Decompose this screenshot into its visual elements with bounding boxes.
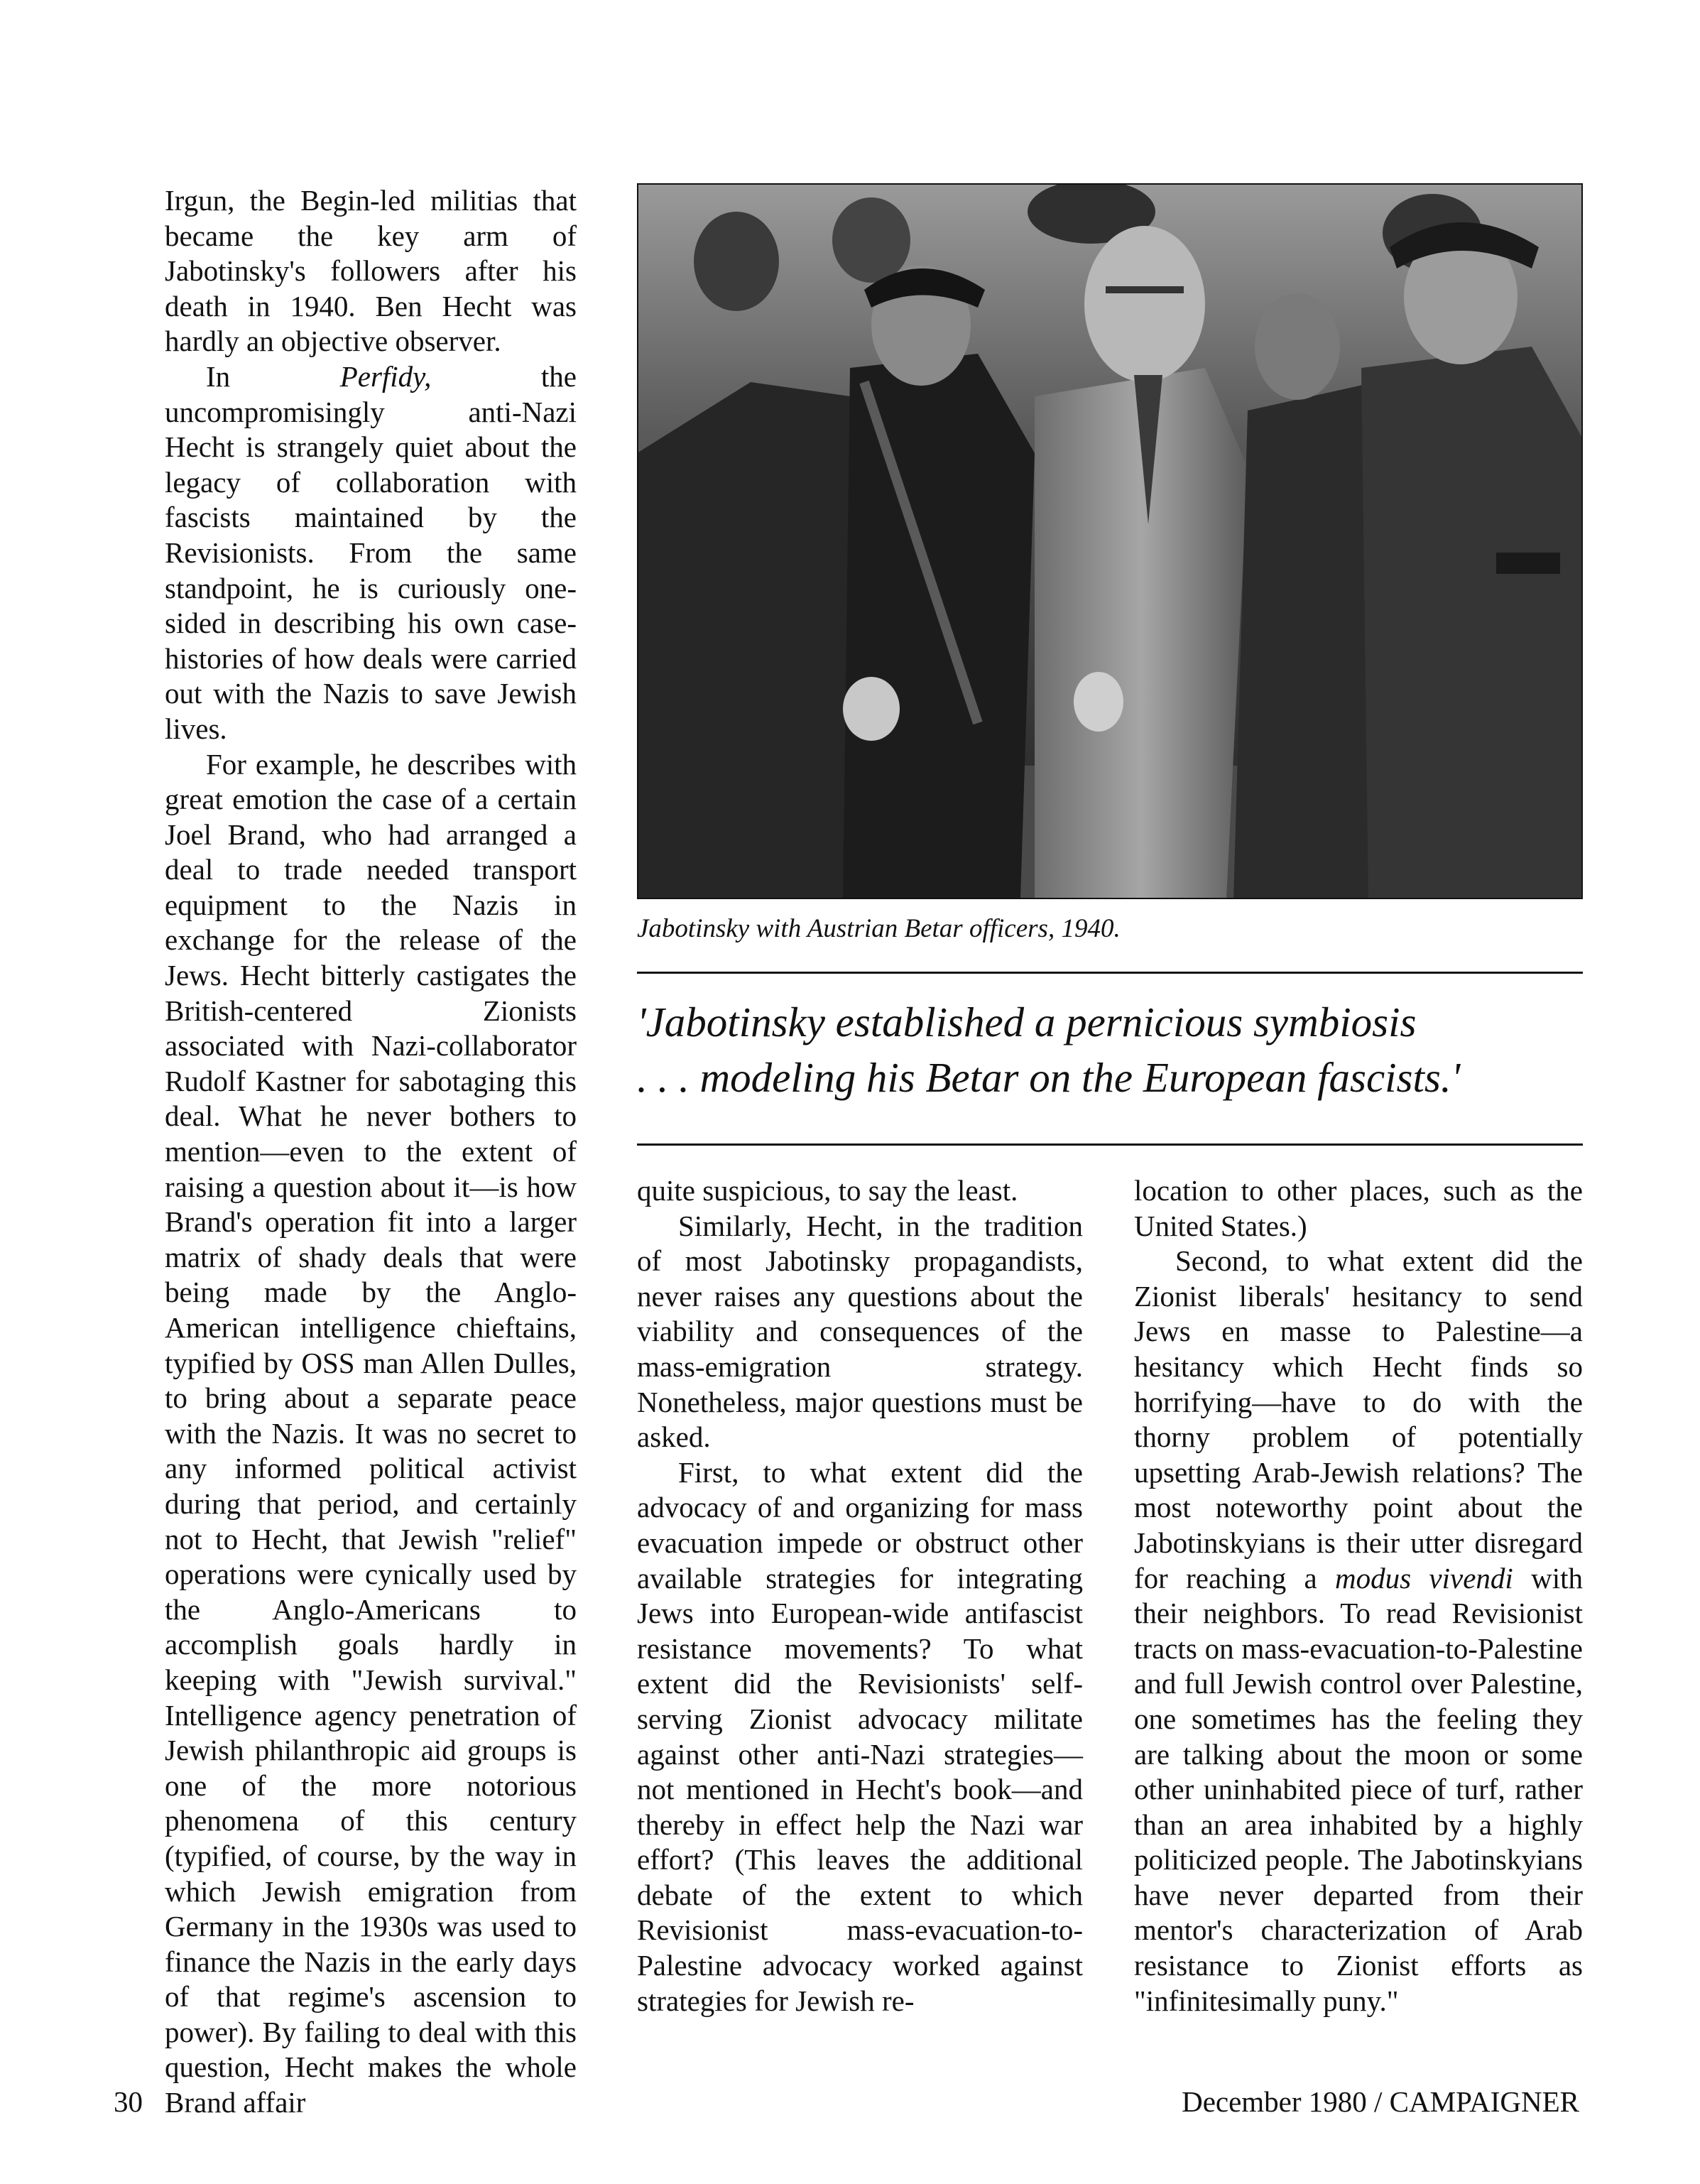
- right-text-column: [1134, 1173, 1583, 2019]
- book-title: Perfidy,: [339, 359, 432, 393]
- photograph-image: [637, 183, 1583, 899]
- paragraph: quite suspicious, to say the least.: [637, 1174, 1018, 1207]
- pull-quote: [637, 994, 1583, 1105]
- latin-term: modus vivendi: [1335, 1561, 1513, 1594]
- pull-quote-top-rule: [637, 972, 1583, 974]
- left-text-column: [165, 183, 577, 2121]
- middle-text-column: [637, 1173, 1083, 2019]
- photo-caption: Jabotinsky with Austrian Betar officers, 1940.: [637, 914, 1121, 943]
- paragraph: First, to what extent did the advocacy of and organizing for mass evacuation impede or obstruct other available strategies for integrating Jews into European-wide antifascist resistance movements? To what extent did the Revisionists' self-serving Zionist advocacy militate against other anti-Nazi strategies—not mentioned in Hecht's book—and thereby in effect help the Nazi war effort? (This leaves the additional debate of the extent to which Revisionist mass-evacuation-to-Palestine advocacy worked against strategies for Jewish re-: [637, 1455, 1083, 2017]
- pull-quote-line: 'Jabotinsky established a pernicious symbiosis: [637, 999, 1417, 1045]
- paragraph: Second, to what extent did the Zionist liberals' hesitancy to send Jews en masse to Palestine—a hesitancy which Hecht finds so horrifying—have to do with the thorny problem of potentially upsetting Arab-Jewish relations? The most noteworthy point about the Jabotinskyians is their utter disregard for reaching a modus vivendi with their neighbors. To read Revisionist tracts on mass-evacuation-to-Palestine and full Jewish control over Palestine, one sometimes has the feeling they are talking about the moon or some other uninhabited piece of turf, rather than an area inhabited by a highly politicized people. The Jabotinskyians have never departed from their mentor's characterization of Arab resistance to Zionist efforts as "infinitesimally puny.": [1134, 1244, 1583, 2017]
- running-footer: December 1980 / CAMPAIGNER: [1182, 2085, 1579, 2118]
- page-number: 30: [114, 2085, 143, 2118]
- paragraph: Similarly, Hecht, in the tradition of most Jabotinsky propagandists, never raises any questions about the viability and consequences of the mass-emigration strategy. Nonetheless, major questions must be asked.: [637, 1209, 1083, 1454]
- paragraph: In Perfidy, the uncompromisingly anti-Nazi Hecht is strangely quiet about the legacy of collaboration with fascists maintained by the Revisionists. From the same standpoint, he is curiously one-sided in describing his own case-histories of how deals were carried out with the Nazis to save Jewish lives.: [165, 359, 577, 745]
- historical-photograph: [637, 183, 1583, 899]
- paragraph: location to other places, such as the United States.): [1134, 1174, 1583, 1242]
- pull-quote-bottom-rule: [637, 1143, 1583, 1146]
- pull-quote-line: . . . modeling his Betar on the European fascists.': [637, 1054, 1461, 1101]
- paragraph: Irgun, the Begin-led militias that became the key arm of Jabotinsky's followers after his death in 1940. Ben Hecht was hardly an objective observer.: [165, 184, 577, 358]
- paragraph: For example, he describes with great emotion the case of a certain Joel Brand, who had arranged a deal to trade needed transport equipment to the Nazis in exchange for the release of the Jews. Hecht bitterly castigates the British-centered Zionists associated with Nazi-collaborator Rudolf Kastner for sabotaging this deal. What he never bothers to mention—even to the extent of raising a question about it—is how Brand's operation fit into a larger matrix of shady deals that were being made by the Anglo-American intelligence chieftains, typified by OSS man Allen Dulles, to bring about a separate peace with the Nazis. It was no secret to any informed political activist during that period, and certainly not to Hecht, that Jewish "relief" operations were cynically used by the Anglo-Americans to accomplish goals hardly in keeping with "Jewish survival." Intelligence agency penetration of Jewish philanthropic aid groups is one of the more notorious phenomena of this century (typified, of course, by the way in which Jewish emigration from Germany in the 1930s was used to finance the Nazis in the early days of that regime's ascension to power). By failing to deal with this question, Hecht makes the whole Brand affair: [165, 747, 577, 2119]
